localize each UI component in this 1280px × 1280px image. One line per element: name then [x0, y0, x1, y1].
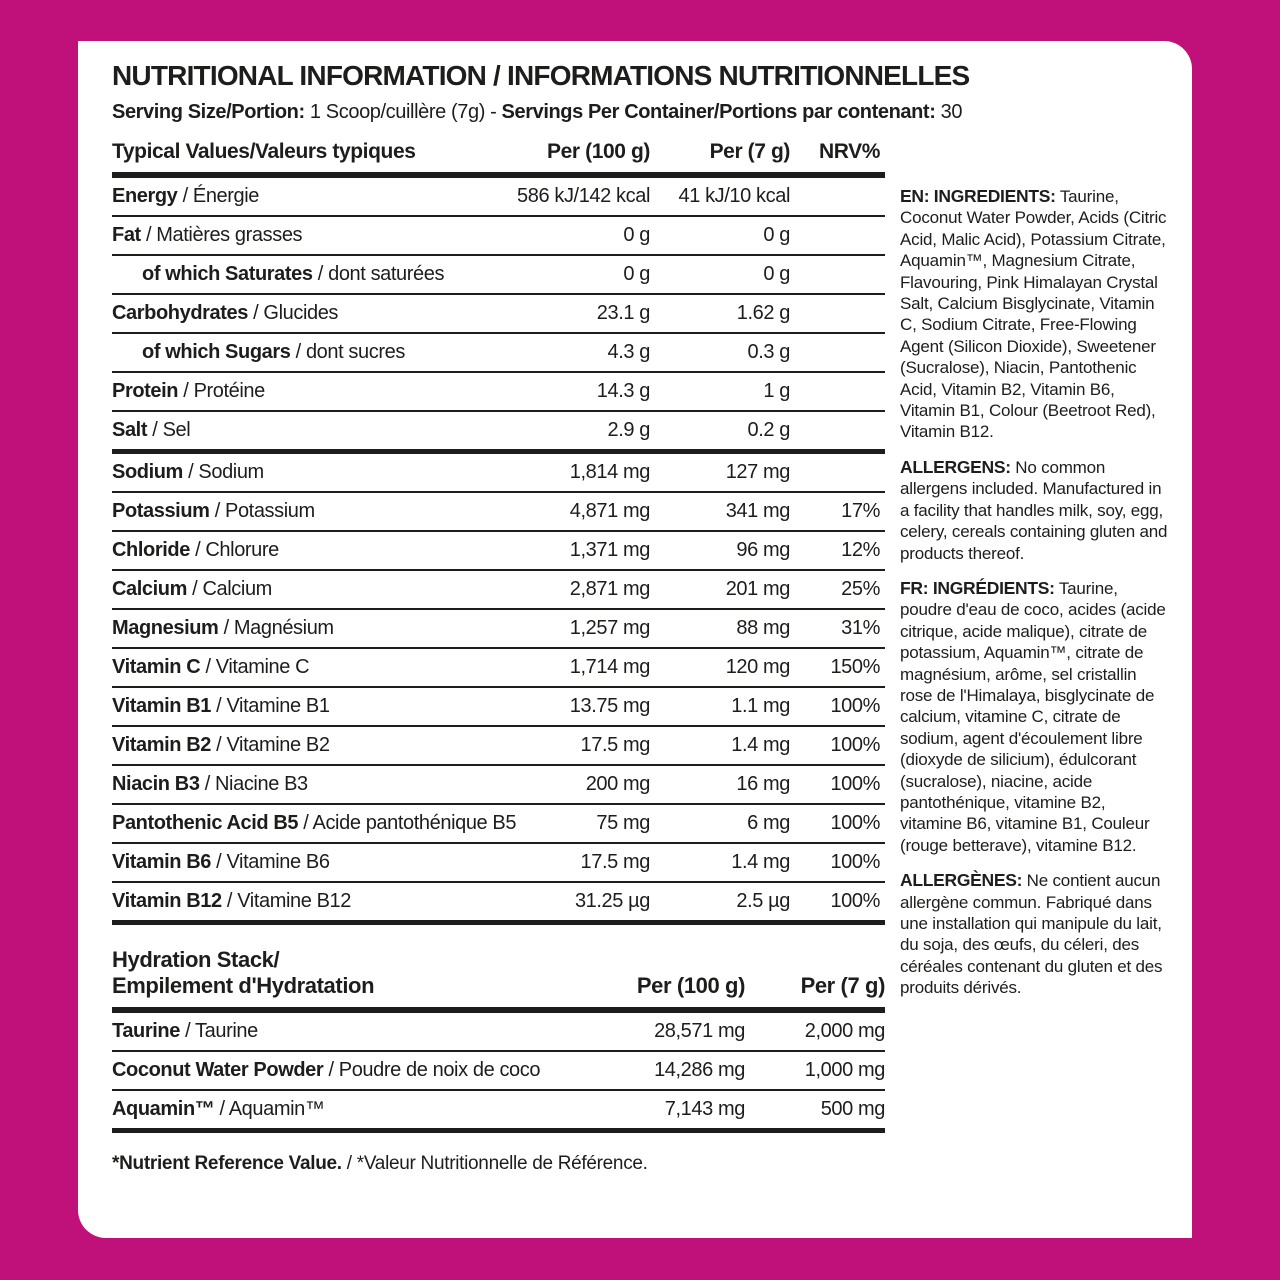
en-allergens-label: ALLERGENS: — [900, 456, 1011, 477]
row-value-per100: 1,714 mg — [569, 655, 650, 678]
row-value-per100: 1,257 mg — [569, 616, 650, 639]
hydration-column-per-7g: Per (7 g) — [800, 972, 885, 998]
row-value-per100: 14,286 mg — [654, 1059, 745, 1082]
row-value-nrv — [790, 451, 885, 492]
hydration-title-fr: Empilement d'Hydratation — [112, 972, 375, 998]
column-header-per-7g: Per (7 g) — [709, 139, 790, 163]
table-row — [112, 1051, 885, 1090]
row-value-per7: 1 g — [763, 379, 790, 402]
row-value-per7: 2.5 µg — [736, 889, 790, 912]
row-value-per7: 1.4 mg — [731, 850, 790, 873]
row-value-per100: 586 kJ/142 kcal — [517, 184, 650, 207]
row-value-per7: 201 mg — [725, 577, 790, 600]
hydration-table-body — [112, 1010, 885, 1131]
footnote — [112, 1153, 885, 1175]
row-value-per100: 31.25 µg — [574, 889, 650, 912]
row-value-nrv — [790, 255, 885, 294]
serving-info — [112, 100, 963, 124]
row-value-per100: 0 g — [623, 223, 650, 246]
fr-ingredients-text: Taurine, poudre d'eau de coco, acides (acide citrique, acide malique), citrate de potassium, Aquamin™, citrate de magnésium, arôme, sel cristallin rose de l'Himalaya, bisglycinate de calcium, vitamine C, citrate de sodium, agent d'écoulement libre (dioxyde de silicium), édulcorant (sucralose), niacine, acide pantothénique, vitamine B2, vitamine B6, vitamine B1, Couleur (rouge betterave), vitamine B12. — [900, 578, 1166, 855]
row-value-nrv: 25% — [841, 577, 880, 600]
row-value-per7: 127 mg — [725, 460, 790, 483]
row-value-nrv: 100% — [830, 733, 880, 756]
row-value-per7: 1,000 mg — [804, 1059, 885, 1082]
table-row — [112, 451, 885, 492]
row-value-per100: 14.3 g — [596, 379, 650, 402]
row-value-per100: 28,571 mg — [654, 1020, 745, 1043]
fr-ingredients-paragraph — [900, 577, 1168, 856]
row-value-per7: 0.3 g — [747, 340, 790, 363]
row-value-per7: 0 g — [763, 262, 790, 285]
serving-size-label: Serving Size/Portion: — [112, 100, 305, 123]
row-label: Sodium / Sodium — [112, 460, 264, 483]
table-row — [112, 765, 885, 804]
row-value-per100: 13.75 mg — [569, 694, 650, 717]
row-value-per7: 1.4 mg — [731, 733, 790, 756]
footnote-fr: / *Valeur Nutritionnelle de Référence. — [346, 1153, 648, 1175]
row-value-per100: 1,371 mg — [569, 538, 650, 561]
row-value-per100: 200 mg — [585, 772, 650, 795]
table-row — [112, 492, 885, 531]
row-label: of which Sugars / dont sucres — [142, 340, 405, 363]
table-row — [112, 372, 885, 411]
row-value-per7: 96 mg — [736, 538, 790, 561]
nutrition-table — [112, 140, 885, 925]
row-label: Vitamin B6 / Vitamine B6 — [112, 850, 330, 873]
en-ingredients-text: Taurine, Coconut Water Powder, Acids (Citric Acid, Malic Acid), Potassium Citrate, Aquamin™, Magnesium Citrate, Flavouring, Pink Himalayan Crystal Salt, Calcium Bisglycinate, Vitamin C, Sodium Citrate, Free-Flowing Agent (Silicon Dioxide), Sweetener (Sucralose), Niacin, Pantothenic Acid, Vitamin B2, Vitamin B6, Vitamin B1, Colour (Beetroot Red), Vitamin B12. — [900, 187, 1167, 442]
row-value-per100: 0 g — [623, 262, 650, 285]
row-label: Vitamin B2 / Vitamine B2 — [112, 733, 330, 756]
row-value-per100: 4,871 mg — [569, 499, 650, 522]
hydration-stack-table — [112, 947, 885, 1134]
row-label: Taurine / Taurine — [112, 1020, 258, 1043]
table-row — [112, 570, 885, 609]
row-value-per100: 75 mg — [596, 811, 650, 834]
en-ingredients-paragraph — [900, 185, 1168, 443]
row-label: Vitamin B1 / Vitamine B1 — [112, 694, 330, 717]
nutrition-table-body — [112, 175, 885, 923]
row-value-per100: 2.9 g — [607, 418, 650, 441]
row-label: Fat / Matières grasses — [112, 223, 303, 246]
column-header-per-100g: Per (100 g) — [547, 139, 650, 163]
row-value-per100: 1,814 mg — [569, 460, 650, 483]
row-label: Salt / Sel — [112, 418, 191, 441]
page-title: NUTRITIONAL INFORMATION / INFORMATIONS NUTRITIONNELLES — [112, 60, 970, 91]
en-ingredients-label: EN: INGREDIENTS: — [900, 186, 1056, 206]
row-value-nrv: 100% — [830, 811, 880, 834]
row-value-per7: 0.2 g — [747, 418, 790, 441]
fr-allergens-text: Ne contient aucun allergène commun. Fabriqué dans une installation qui manipule du lait, du soja, des œufs, du céleri, des céréales contenant du gluten et des produits dérivés. — [900, 871, 1163, 998]
row-value-nrv: 100% — [830, 850, 880, 873]
row-label: Coconut Water Powder / Poudre de noix de coco — [112, 1059, 541, 1082]
en-allergens-text: No common allergens included. Manufactured in a facility that handles milk, soy, egg, celery, cereals containing gluten and products thereof. — [900, 457, 1168, 563]
row-value-nrv — [790, 333, 885, 372]
hydration-column-per-100g: Per (100 g) — [636, 972, 745, 998]
row-label: Niacin B3 / Niacine B3 — [112, 772, 308, 795]
fr-allergens-paragraph — [900, 869, 1168, 998]
servings-per-container-value: 30 — [940, 100, 963, 123]
table-row — [112, 216, 885, 255]
table-row — [112, 294, 885, 333]
row-value-nrv — [790, 175, 885, 216]
table-row — [112, 648, 885, 687]
row-value-nrv: 17% — [841, 499, 880, 522]
footnote-en: *Nutrient Reference Value. — [112, 1153, 342, 1175]
row-value-nrv: 31% — [841, 616, 880, 639]
row-value-per100: 17.5 mg — [580, 733, 650, 756]
table-row — [112, 687, 885, 726]
hydration-stack-title — [112, 947, 545, 1011]
table-row — [112, 255, 885, 294]
row-value-nrv — [790, 411, 885, 452]
table-row — [112, 1010, 885, 1051]
row-value-per100: 17.5 mg — [580, 850, 650, 873]
table-row — [112, 531, 885, 570]
row-label: Calcium / Calcium — [112, 577, 272, 600]
row-label: Protein / Protéine — [112, 379, 265, 402]
row-value-nrv: 100% — [830, 694, 880, 717]
row-label: Potassium / Potassium — [112, 499, 315, 522]
row-value-per7: 2,000 mg — [804, 1020, 885, 1043]
row-value-per100: 2,871 mg — [569, 577, 650, 600]
row-value-per7: 341 mg — [725, 499, 790, 522]
row-value-per7: 500 mg — [820, 1098, 885, 1121]
row-value-per7: 1.62 g — [736, 301, 790, 324]
table-row — [112, 333, 885, 372]
row-value-per7: 88 mg — [736, 616, 790, 639]
row-value-nrv: 100% — [830, 772, 880, 795]
row-label: Chloride / Chlorure — [112, 538, 279, 561]
table-row — [112, 843, 885, 882]
row-value-per7: 0 g — [763, 223, 790, 246]
servings-per-container-label: Servings Per Container/Portions par contenant: — [501, 100, 936, 123]
hydration-table-header — [112, 947, 885, 1011]
row-value-per7: 41 kJ/10 kcal — [678, 184, 790, 207]
row-label: Vitamin B12 / Vitamine B12 — [112, 889, 351, 912]
nutrition-table-header — [112, 140, 885, 175]
column-header-typical-values: Typical Values/Valeurs typiques — [112, 139, 416, 163]
row-value-per7: 1.1 mg — [731, 694, 790, 717]
table-row — [112, 609, 885, 648]
row-label: of which Saturates / dont saturées — [142, 262, 445, 285]
row-value-nrv: 100% — [830, 889, 880, 912]
fr-allergens-label: ALLERGÈNES: — [900, 870, 1023, 891]
row-label: Magnesium / Magnésium — [112, 616, 334, 639]
table-row — [112, 411, 885, 452]
nutrition-panel — [78, 41, 1192, 1238]
table-row — [112, 726, 885, 765]
row-value-nrv — [790, 216, 885, 255]
row-value-nrv: 12% — [841, 538, 880, 561]
table-row — [112, 175, 885, 216]
row-label: Vitamin C / Vitamine C — [112, 655, 310, 678]
row-value-nrv: 150% — [830, 655, 880, 678]
en-allergens-paragraph — [900, 456, 1168, 564]
row-value-per100: 4.3 g — [607, 340, 650, 363]
fr-ingredients-label: FR: INGRÉDIENTS: — [900, 577, 1055, 598]
row-value-nrv — [790, 372, 885, 411]
ingredients-sidebar — [900, 185, 1168, 1012]
serving-size-value: 1 Scoop/cuillère (7g) - — [309, 100, 497, 123]
row-value-per7: 120 mg — [725, 655, 790, 678]
row-value-per7: 16 mg — [736, 772, 790, 795]
table-row — [112, 804, 885, 843]
row-value-per100: 23.1 g — [596, 301, 650, 324]
row-label: Pantothenic Acid B5 / Acide pantothénique B5 — [112, 811, 517, 834]
row-value-per100: 7,143 mg — [664, 1098, 745, 1121]
row-label: Energy / Énergie — [112, 184, 260, 207]
row-label: Carbohydrates / Glucides — [112, 301, 339, 324]
table-row — [112, 882, 885, 923]
column-header-nrv: NRV% — [818, 139, 880, 163]
row-value-nrv — [790, 294, 885, 333]
hydration-title-en: Hydration Stack/ — [112, 946, 280, 972]
row-value-per7: 6 mg — [747, 811, 790, 834]
table-row — [112, 1090, 885, 1131]
row-label: Aquamin™ / Aquamin™ — [112, 1098, 325, 1121]
